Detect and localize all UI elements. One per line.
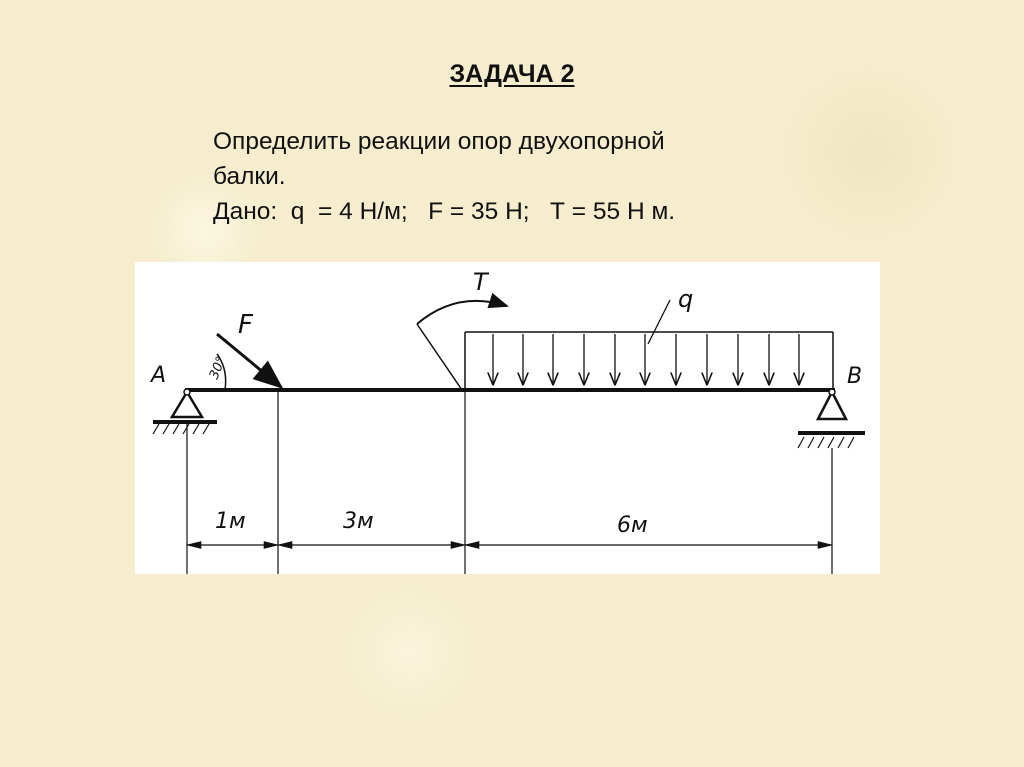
slide-title: ЗАДАЧА 2	[449, 60, 575, 88]
force-label: F	[238, 310, 253, 340]
problem-line: Дано: q = 4 Н/м; F = 35 Н; Т = 55 Н м.	[213, 198, 676, 225]
support-b-label: B	[847, 364, 863, 389]
moment-label: T	[473, 268, 488, 296]
load-label: q	[678, 285, 694, 313]
dimension-label: 6м	[617, 513, 648, 538]
dimension-label: 3м	[343, 509, 374, 534]
angle-label: 30°	[206, 354, 230, 382]
distributed-load-q	[465, 300, 833, 390]
beam-diagram	[135, 262, 880, 574]
beam-diagram-svg	[135, 262, 880, 574]
problem-line: Определить реакции опор двухопорной	[213, 128, 665, 155]
dimension-label: 1м	[215, 509, 246, 534]
support-b	[798, 389, 865, 448]
support-a	[153, 389, 217, 434]
support-a-label: A	[151, 363, 167, 388]
problem-statement	[213, 124, 813, 229]
problem-line: балки.	[213, 163, 286, 190]
extension-lines	[187, 392, 832, 574]
